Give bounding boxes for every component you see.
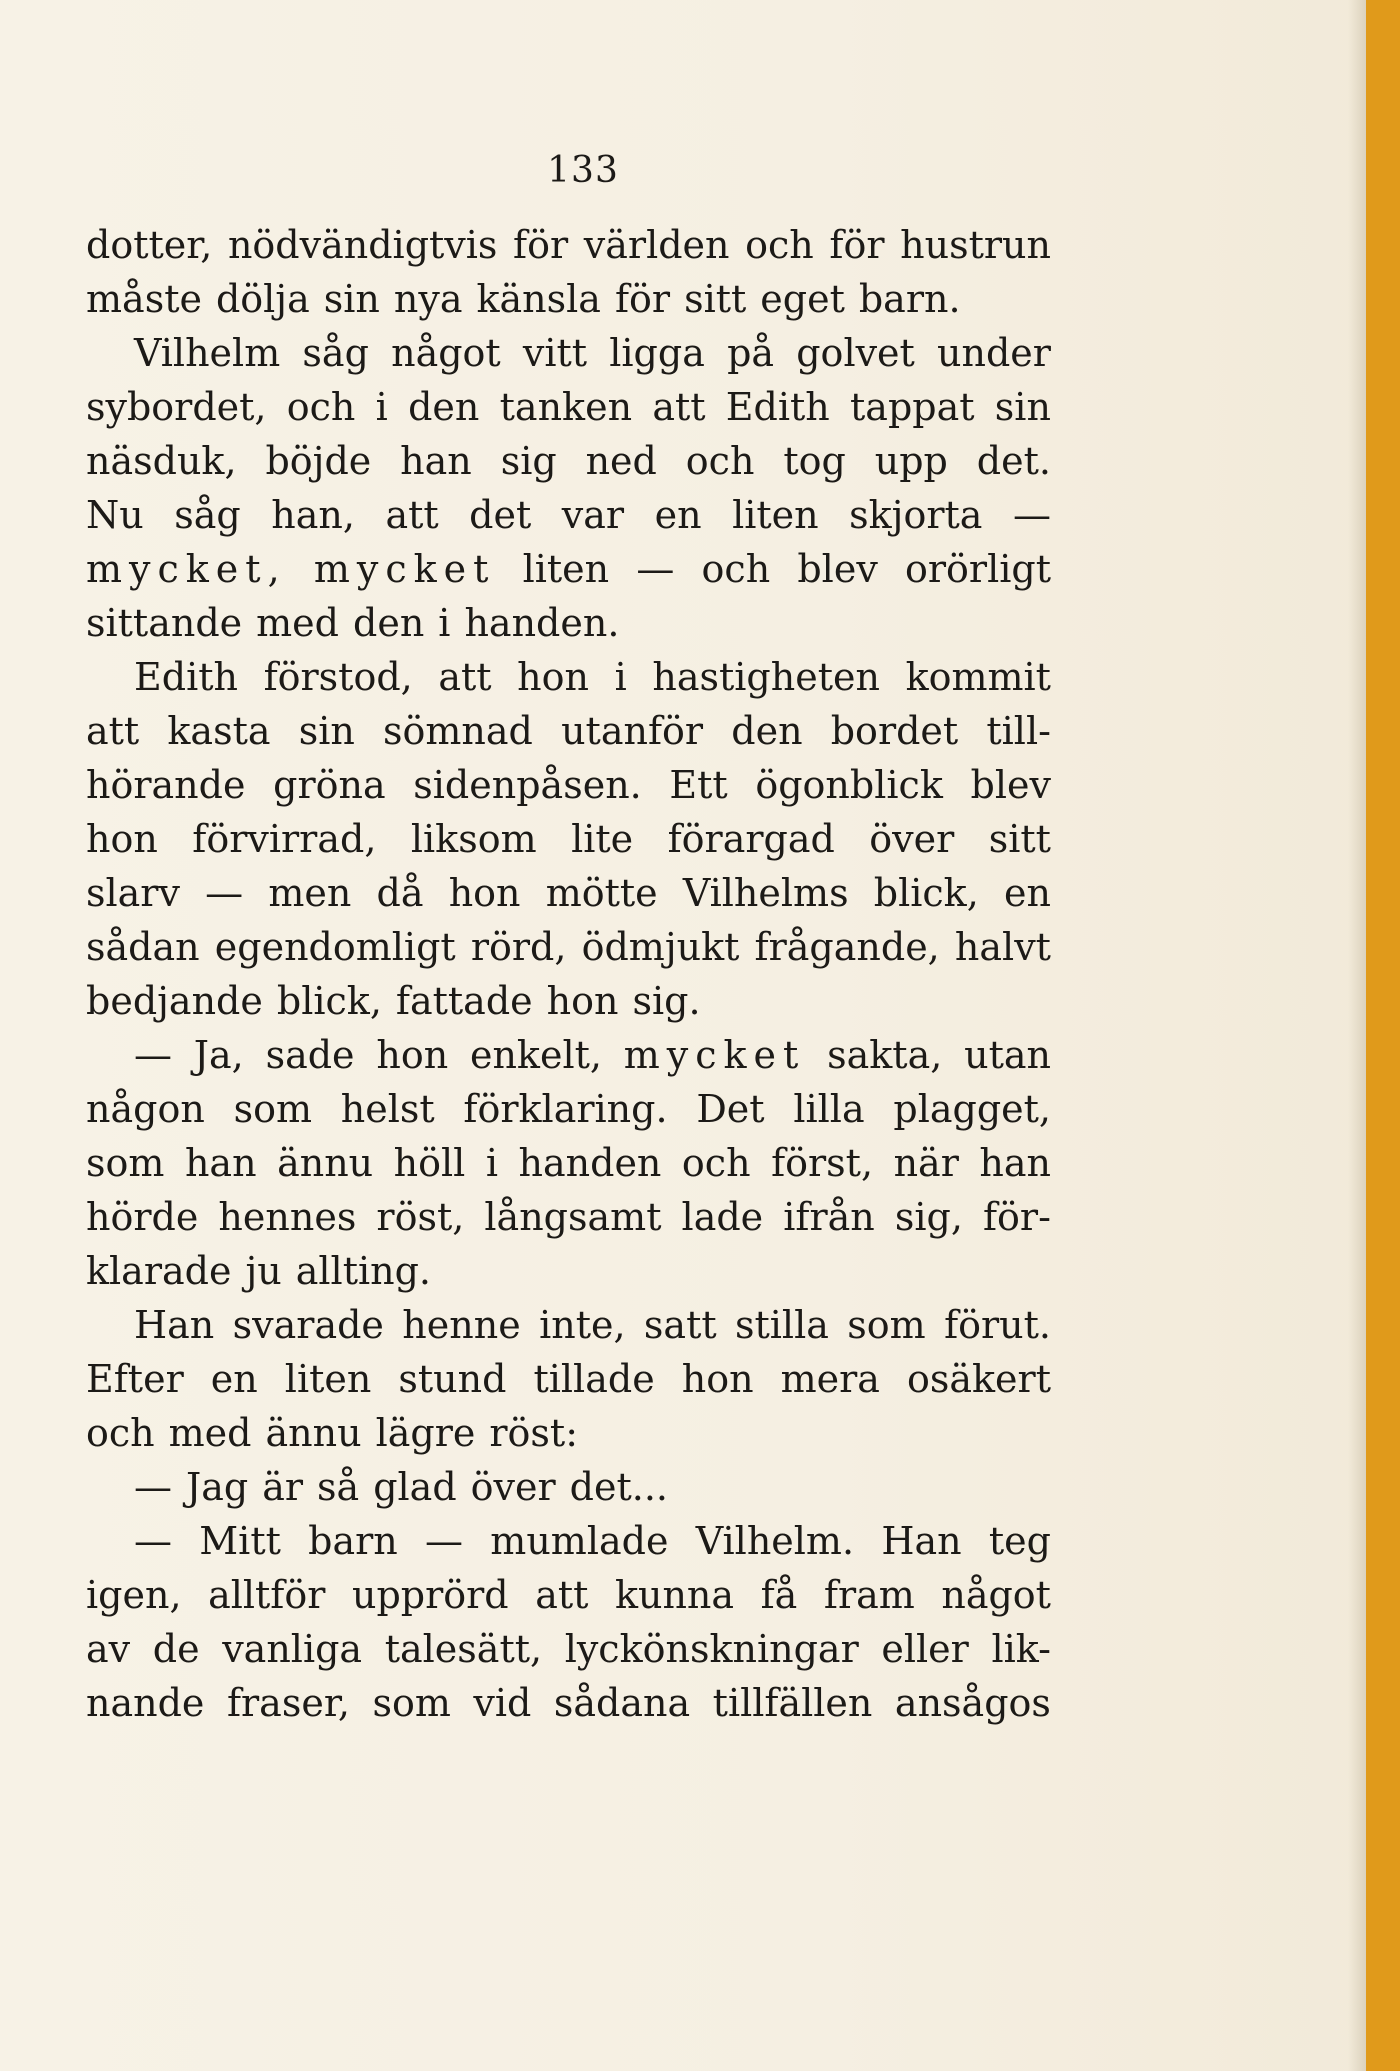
word: men [268, 871, 352, 915]
word: i [485, 1141, 498, 1185]
word: lade [681, 1195, 764, 1239]
word: hon [517, 655, 589, 699]
word: lite [571, 817, 634, 861]
word: stund [398, 1357, 507, 1401]
word: hennes [218, 1195, 357, 1239]
word: sybordet, [86, 385, 267, 429]
word: klarade [86, 1249, 232, 1293]
word: han, [271, 493, 355, 537]
word: det [469, 493, 532, 537]
text-line [86, 1406, 1051, 1460]
word: lyckönskningar [564, 1627, 859, 1671]
word: orörligt [904, 547, 1051, 591]
word: så [317, 1465, 360, 1509]
word: stilla [735, 1303, 829, 1347]
word: fram [823, 1573, 915, 1617]
word: förvirrad, [192, 817, 377, 861]
text-line [86, 812, 1051, 866]
word: måste [86, 277, 202, 321]
word: osäkert [907, 1357, 1051, 1401]
word: kasta [167, 709, 271, 753]
word: lik- [991, 1627, 1051, 1671]
word: ligga [609, 331, 705, 375]
word: mötte [545, 871, 658, 915]
word: alltför [208, 1573, 326, 1617]
word: röst, [376, 1195, 465, 1239]
word: först, [771, 1141, 874, 1185]
word: halvt [954, 925, 1051, 969]
word: långsamt [484, 1195, 662, 1239]
word: mumlade [490, 1519, 669, 1563]
text-line [86, 1082, 1051, 1136]
text-line [86, 1028, 1051, 1082]
word: någon [86, 1087, 205, 1131]
word: eller [881, 1627, 969, 1671]
word: — [134, 1465, 172, 1509]
word: tillade [533, 1357, 655, 1401]
word: plagget, [893, 1087, 1051, 1131]
scan-edge-strip [1366, 0, 1400, 2071]
word: han [979, 1141, 1051, 1185]
word: upprörd [351, 1573, 509, 1617]
word: att [535, 1573, 589, 1617]
word: henne [402, 1303, 521, 1347]
word: liksom [410, 817, 537, 861]
word: blev [797, 547, 878, 591]
word: ödmjukt [581, 925, 740, 969]
word: en [210, 1357, 258, 1401]
word: och [685, 439, 755, 483]
word: ju [245, 1249, 282, 1293]
word: ifrån [783, 1195, 875, 1239]
word: tanken [499, 385, 633, 429]
word: över [869, 817, 955, 861]
word: slarv [86, 871, 180, 915]
word: den [731, 709, 803, 753]
word: satt [643, 1303, 717, 1347]
word: Vilhelm. [695, 1519, 855, 1563]
word: talesätt, [384, 1627, 543, 1671]
word: som [847, 1303, 926, 1347]
word: sitt [988, 817, 1051, 861]
word: — [134, 1519, 172, 1563]
word: att [385, 493, 439, 537]
word: enkelt, [469, 1033, 602, 1077]
word: bedjande [86, 979, 263, 1023]
text-line [86, 1676, 1051, 1730]
word: egendomligt [214, 925, 456, 969]
word: då [376, 871, 424, 915]
text-line [86, 866, 1051, 920]
word: handen. [464, 601, 620, 645]
text-line [86, 380, 1051, 434]
body-text [86, 218, 1051, 1730]
page-number: 133 [547, 150, 619, 191]
text-line [86, 434, 1051, 488]
word: blev [970, 763, 1051, 807]
word: sig [500, 439, 557, 483]
text-line [86, 1622, 1051, 1676]
word: sömnad [383, 709, 533, 753]
text-line [86, 974, 1051, 1028]
word: den [353, 601, 425, 645]
word: hon [546, 979, 619, 1023]
word: hon [376, 1033, 449, 1077]
word: när [893, 1141, 959, 1185]
word: blick, [276, 979, 382, 1023]
word: tappat [850, 385, 975, 429]
word: i [614, 655, 627, 699]
word: frågande, [754, 925, 940, 969]
word: att [438, 655, 492, 699]
word: till- [986, 709, 1051, 753]
word: hörande [86, 763, 246, 807]
word: dölja [215, 277, 310, 321]
word: rörd, [470, 925, 567, 969]
word: de [152, 1627, 200, 1671]
word: Vilhelm [134, 331, 281, 375]
word: Efter [86, 1357, 184, 1401]
word: helst [340, 1087, 435, 1131]
word: Vilhelms [682, 871, 849, 915]
word: sakta, [827, 1033, 943, 1077]
word: utanför [561, 709, 704, 753]
word: utan [964, 1033, 1051, 1077]
word: röst: [489, 1411, 578, 1455]
word: fattade [395, 979, 533, 1023]
word: förklaring. [463, 1087, 668, 1131]
word: Han [881, 1519, 962, 1563]
word: vanliga [222, 1627, 363, 1671]
word: teg [988, 1519, 1051, 1563]
text-line [86, 650, 1051, 704]
word: — [1012, 493, 1051, 537]
word: barn. [858, 277, 961, 321]
word: glad [373, 1465, 457, 1509]
word: ännu [277, 1141, 374, 1185]
word: för [829, 223, 885, 267]
text-line [86, 1352, 1051, 1406]
text-line [86, 1190, 1051, 1244]
page-edge-shadow [1348, 0, 1366, 2071]
text-line [86, 704, 1051, 758]
word: liten [522, 547, 610, 591]
word: fraser, [226, 1681, 350, 1725]
word: som [86, 1141, 165, 1185]
word: dotter, [86, 223, 213, 267]
text-line [86, 596, 1051, 650]
word: liten [732, 493, 819, 537]
text-line [86, 1568, 1051, 1622]
word: nödvändigtvis [227, 223, 498, 267]
word: ännu [265, 1411, 362, 1455]
word: — [205, 871, 244, 915]
text-line [86, 488, 1051, 542]
text-line [86, 1244, 1051, 1298]
word: på [727, 331, 775, 375]
word: som [233, 1087, 312, 1131]
word: sig. [632, 979, 701, 1023]
word: Ett [669, 763, 728, 807]
text-line [86, 1460, 1051, 1514]
word: av [86, 1627, 131, 1671]
word: var [561, 493, 625, 537]
word: något [391, 331, 501, 375]
word: tog [783, 439, 846, 483]
word: med [168, 1411, 252, 1455]
text-line [86, 218, 1051, 272]
word: hastigheten [652, 655, 880, 699]
word: gröna [273, 763, 386, 807]
word: bordet [830, 709, 959, 753]
text-line [86, 542, 1051, 596]
word: handen [518, 1141, 662, 1185]
word: näsduk, [86, 439, 237, 483]
word: är [262, 1465, 304, 1509]
word: som [372, 1681, 451, 1725]
word: hustrun [900, 223, 1051, 267]
word: upp [874, 439, 948, 483]
word: hon [681, 1357, 754, 1401]
word: i [438, 601, 451, 645]
word: att [652, 385, 706, 429]
text-line [86, 758, 1051, 812]
text-line [86, 920, 1051, 974]
word: Ja, [193, 1033, 244, 1077]
text-line [86, 272, 1051, 326]
word: sade [265, 1033, 355, 1077]
word: för [614, 277, 671, 321]
word: förargad [667, 817, 835, 861]
word: med [256, 601, 339, 645]
word: han [184, 1141, 257, 1185]
word: den [408, 385, 480, 429]
word: blick, [873, 871, 979, 915]
word: känsla [476, 277, 601, 321]
word: kunna [614, 1573, 735, 1617]
word: böjde [265, 439, 372, 483]
word: nande [86, 1681, 205, 1725]
word: höll [393, 1141, 466, 1185]
text-line [86, 326, 1051, 380]
word: kommit [905, 655, 1051, 699]
word: golvet [796, 331, 915, 375]
word: ansågos [894, 1681, 1051, 1725]
word: nya [393, 277, 463, 321]
word: något [941, 1573, 1051, 1617]
word: eget [760, 277, 845, 321]
word: mycket, [86, 547, 287, 591]
word: såg [302, 331, 369, 375]
word: sidenpåsen. [413, 763, 642, 807]
word: svarade [232, 1303, 384, 1347]
word: Edith [725, 385, 830, 429]
word: för- [982, 1195, 1051, 1239]
word: mycket [623, 1033, 806, 1077]
word: allting. [295, 1249, 431, 1293]
word: förstod, [263, 655, 413, 699]
word: sin [323, 277, 380, 321]
word: för [513, 223, 569, 267]
word: och [86, 1411, 155, 1455]
word: mycket [313, 547, 496, 591]
word: Jag [186, 1465, 249, 1509]
word: sådana [553, 1681, 691, 1725]
word: — [425, 1519, 464, 1563]
word: barn [308, 1519, 398, 1563]
word: sitt [684, 277, 747, 321]
word: — [636, 547, 675, 591]
word: under [937, 331, 1051, 375]
word: över [470, 1465, 556, 1509]
text-line [86, 1136, 1051, 1190]
word: förut. [944, 1303, 1051, 1347]
word: sådan [86, 925, 200, 969]
text-line [86, 1298, 1051, 1352]
word: sin [994, 385, 1051, 429]
word: och [701, 547, 771, 591]
word: sin [298, 709, 355, 753]
word: Mitt [199, 1519, 281, 1563]
word: sittande [86, 601, 243, 645]
word: inte, [539, 1303, 626, 1347]
word: igen, [86, 1573, 182, 1617]
word: att [86, 709, 140, 753]
word: hon [86, 817, 158, 861]
word: hon [448, 871, 521, 915]
word: Det [696, 1087, 765, 1131]
word: få [760, 1573, 798, 1617]
word: skjorta [849, 493, 983, 537]
word: Nu [86, 493, 144, 537]
word: det... [569, 1465, 668, 1509]
word: Edith [134, 655, 238, 699]
word: Han [134, 1303, 215, 1347]
word: en [654, 493, 702, 537]
word: han [400, 439, 472, 483]
word: tillfällen [712, 1681, 873, 1725]
text-line [86, 1514, 1051, 1568]
word: lilla [793, 1087, 865, 1131]
word: en [1003, 871, 1051, 915]
word: och [286, 385, 356, 429]
word: hörde [86, 1195, 199, 1239]
word: sig, [894, 1195, 963, 1239]
word: ögonblick [755, 763, 943, 807]
word: och [745, 223, 814, 267]
word: liten [284, 1357, 372, 1401]
word: mera [780, 1357, 880, 1401]
word: vitt [522, 331, 588, 375]
word: världen [583, 223, 730, 267]
word: lägre [375, 1411, 476, 1455]
word: och [681, 1141, 751, 1185]
word: det. [976, 439, 1051, 483]
word: såg [174, 493, 241, 537]
word: i [375, 385, 388, 429]
word: vid [473, 1681, 532, 1725]
word: — [134, 1033, 172, 1077]
word: ned [585, 439, 657, 483]
